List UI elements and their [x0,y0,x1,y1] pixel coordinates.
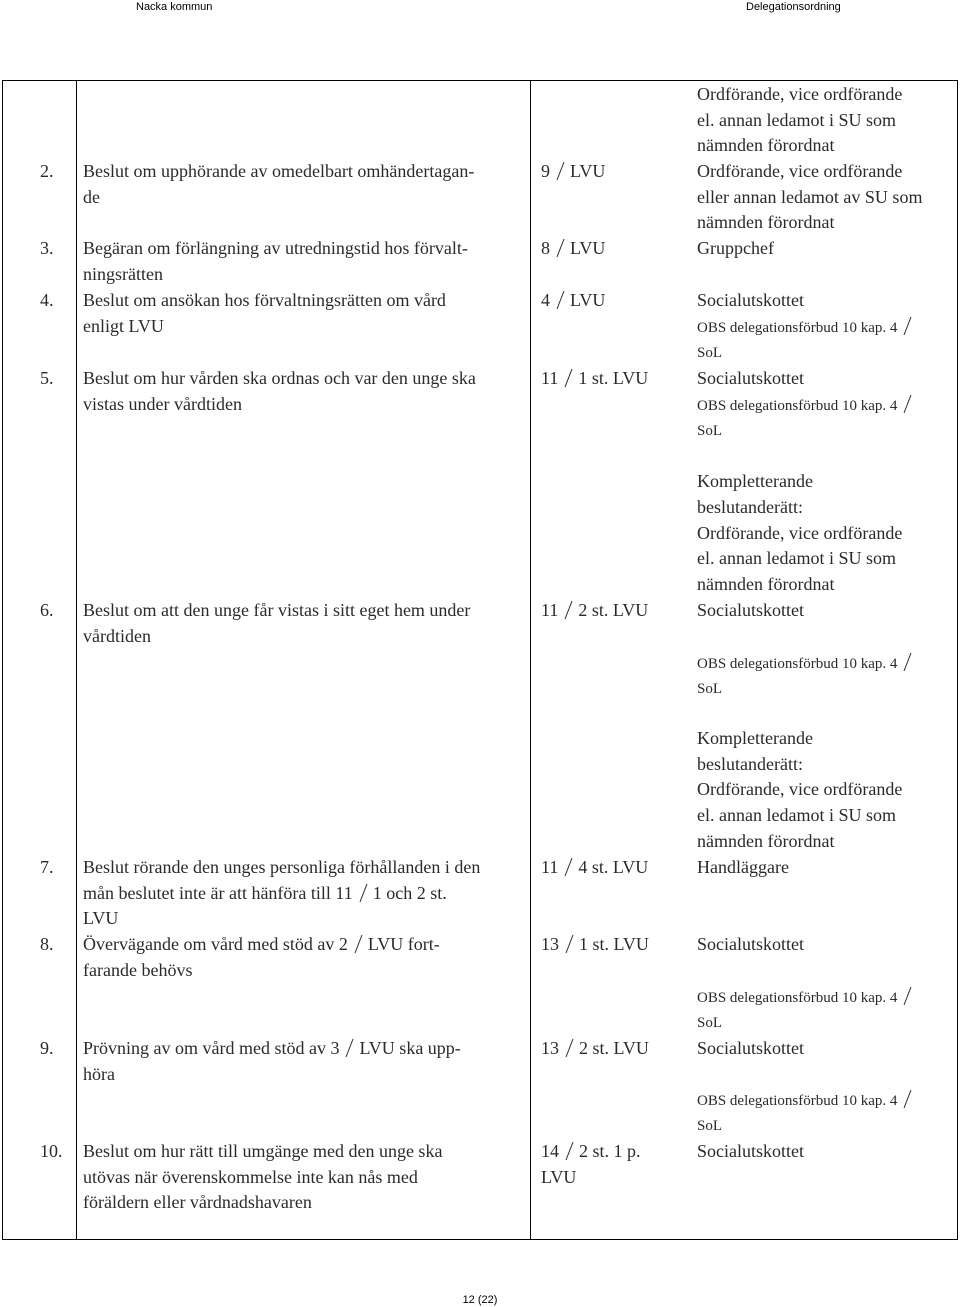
paragraph-icon [565,934,574,954]
law-number: 11 [541,368,559,388]
paragraph-icon [565,1038,574,1058]
delegation-ban-note: OBS delegationsförbud 10 kap. 4 [697,986,917,1012]
law-text: LVU [570,161,606,181]
supplementary-line: nämnden förordnat [697,831,835,851]
item-text: farande behövs [83,960,193,980]
law-text: 1 st. LVU [579,934,649,954]
delegate-line: Ordförande, vice ordförande [697,161,903,181]
delegate-line: Socialutskottet [697,600,804,620]
paragraph-icon [345,1038,354,1058]
item-number: 10. [40,1141,63,1161]
paragraph-icon [556,290,565,310]
supplementary-line: Kompletterande [697,471,813,491]
supplementary-line: beslutanderätt: [697,754,803,774]
column-divider [530,80,531,1240]
law-reference [541,236,605,262]
item-number: 7. [40,857,54,877]
law-abbreviation: SoL [697,1118,723,1134]
law-text: LVU [541,1167,577,1187]
law-number: 8 [541,238,550,258]
supplementary-line: beslutanderätt: [697,497,803,517]
law-text: LVU [570,238,606,258]
paragraph-icon [565,1141,574,1161]
law-number: 13 [541,1038,559,1058]
law-number: 4 [541,290,550,310]
item-number: 9. [40,1038,54,1058]
law-reference [541,366,648,392]
delegation-ban-note: OBS delegationsförbud 10 kap. 4 [697,652,917,678]
paragraph-icon [564,368,573,388]
supplementary-line: nämnden förordnat [697,574,835,594]
law-number: 14 [541,1141,559,1161]
law-reference [541,932,649,958]
column-divider [76,80,77,1240]
page-number: 12 (22) [462,1294,498,1306]
item-text: vårdtiden [83,626,151,646]
delegate-line: nämnden förordnat [697,135,835,155]
paragraph-icon [903,394,912,414]
delegation-ban-note: OBS delegationsförbud 10 kap. 4 [697,316,917,342]
law-reference [541,288,605,314]
item-number: 2. [40,161,54,181]
supplementary-line: Kompletterande [697,728,813,748]
law-text: 2 st. LVU [579,1038,649,1058]
supplementary-line: Ordförande, vice ordförande [697,523,903,543]
item-number: 3. [40,238,54,258]
item-number: 6. [40,600,54,620]
law-reference [541,159,605,185]
item-text: LVU [83,908,119,928]
item-text: Beslut rörande den unges personliga förhållanden i den [83,857,481,877]
paragraph-icon [354,934,363,954]
paragraph-icon [556,161,565,181]
item-number: 8. [40,934,54,954]
item-number: 5. [40,368,54,388]
law-abbreviation: SoL [697,681,723,697]
paragraph-icon [556,238,565,258]
paragraph-icon [564,857,573,877]
item-text: Prövning av om vård med stöd av 3 LVU ska upp- [83,1038,461,1058]
item-text: höra [83,1064,115,1084]
delegate-line: Socialutskottet [697,290,804,310]
delegation-ban-note: OBS delegationsförbud 10 kap. 4 [697,1089,917,1115]
paragraph-icon [359,883,368,903]
paragraph-icon [903,986,912,1006]
item-text: Beslut om hur vården ska ordnas och var den unge ska [83,368,476,388]
item-text: mån beslutet inte är att hänföra till 11 1 och 2 st. [83,883,447,903]
delegate-line: Socialutskottet [697,934,804,954]
law-text: 1 st. LVU [578,368,649,388]
supplementary-line: el. annan ledamot i SU som [697,805,896,825]
delegate-line: Socialutskottet [697,368,804,388]
item-text: Beslut om att den unge får vistas i sitt eget hem under [83,600,471,620]
supplementary-line: Ordförande, vice ordförande [697,779,903,799]
law-reference [541,1139,641,1165]
item-text: föräldern eller vårdnadshavaren [83,1192,312,1212]
law-text: LVU [570,290,606,310]
paragraph-icon [903,316,912,336]
delegate-line: Socialutskottet [697,1141,804,1161]
delegate-line: Socialutskottet [697,1038,804,1058]
item-text: utövas när överenskommelse inte kan nås med [83,1167,418,1187]
delegation-ban-note: OBS delegationsförbud 10 kap. 4 [697,394,917,420]
law-abbreviation: SoL [697,1015,723,1031]
delegate-line: eller annan ledamot av SU som [697,187,923,207]
paragraph-icon [903,1089,912,1109]
delegate-line: nämnden förordnat [697,212,835,232]
law-abbreviation: SoL [697,345,723,361]
law-reference [541,855,648,881]
law-text: 2 st. 1 p. [579,1141,641,1161]
law-reference [541,1036,649,1062]
law-number: 11 [541,857,559,877]
law-number: 9 [541,161,550,181]
law-reference [541,598,648,624]
delegate-line: Gruppchef [697,238,774,258]
delegate-line: el. annan ledamot i SU som [697,110,896,130]
paragraph-icon [903,652,912,672]
delegate-line: Handläggare [697,857,789,877]
paragraph-icon [564,600,573,620]
item-text: enligt LVU [83,316,164,336]
item-text: Begäran om förlängning av utredningstid hos förvalt- [83,238,468,258]
item-text: vistas under vårdtiden [83,394,242,414]
item-text: Beslut om hur rätt till umgänge med den unge ska [83,1141,443,1161]
item-number: 4. [40,290,54,310]
item-text: Övervägande om vård med stöd av 2 LVU fort- [83,934,440,954]
item-text: de [83,187,100,207]
law-abbreviation: SoL [697,423,723,439]
item-text: Beslut om ansökan hos förvaltningsrätten om vård [83,290,446,310]
header-document-title: Delegationsordning [746,1,841,13]
law-text: 2 st. LVU [578,600,649,620]
header-organization: Nacka kommun [136,1,213,13]
item-text: Beslut om upphörande av omedelbart omhändertagan- [83,161,475,181]
law-number: 13 [541,934,559,954]
supplementary-line: el. annan ledamot i SU som [697,548,896,568]
law-number: 11 [541,600,559,620]
item-text: ningsrätten [83,264,163,284]
delegate-line: Ordförande, vice ordförande [697,84,903,104]
law-text: 4 st. LVU [578,857,649,877]
